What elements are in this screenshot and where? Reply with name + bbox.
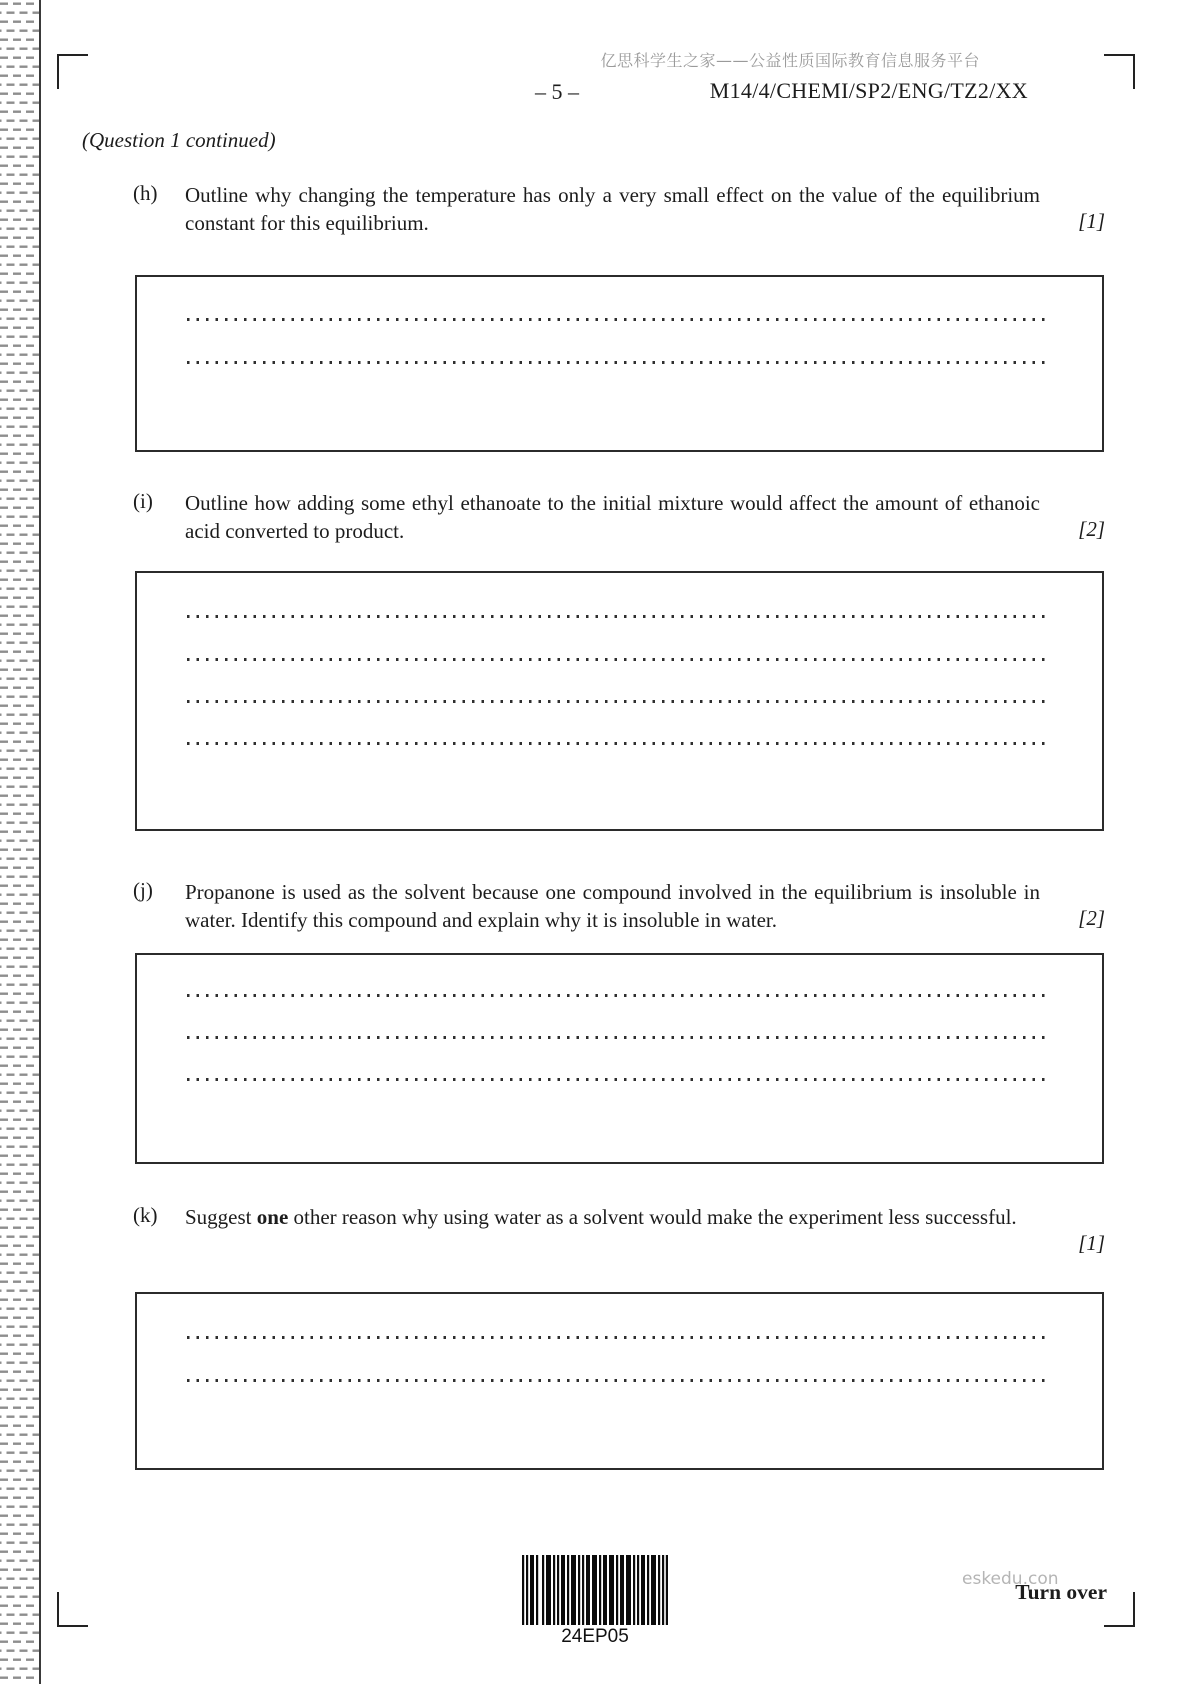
- footer-watermark: eskedu.con: [962, 1569, 1059, 1589]
- question-i-text: Outline how adding some ethyl ethanoate to the initial mixture would affect the amount of ethanoic acid converted to product.: [185, 491, 1040, 543]
- paper-code: M14/4/CHEMI/SP2/ENG/TZ2/XX: [709, 78, 1028, 103]
- answer-dotted-line: [187, 994, 1045, 997]
- crop-mark-top-right-icon: [1104, 54, 1135, 89]
- answer-box-h: [135, 275, 1104, 452]
- question-k-text-suffix: other reason why using water as a solvent would make the experiment less successful.: [288, 1205, 1017, 1229]
- question-j: [133, 878, 1105, 934]
- question-k-text-bold: one: [256, 1205, 289, 1229]
- question-i: [133, 489, 1105, 545]
- question-continued-note: (Question 1 continued): [82, 128, 276, 152]
- answer-dotted-line: [187, 1036, 1045, 1039]
- answer-box-i: [135, 571, 1104, 831]
- question-k-text-prefix: Suggest: [185, 1205, 257, 1229]
- answer-dotted-line: [187, 700, 1045, 703]
- question-j-marks: [2]: [1078, 906, 1105, 930]
- answer-dotted-line: [187, 615, 1045, 618]
- question-h: [133, 181, 1105, 237]
- binding-strip-pattern: [0, 0, 41, 1684]
- answer-dotted-line: [187, 1379, 1045, 1382]
- question-j-text: Propanone is used as the solvent because one compound involved in the equilibrium is insoluble in water. Identify this compound and explain why it is insoluble in water.: [185, 880, 1040, 932]
- answer-dotted-line: [187, 1336, 1045, 1339]
- site-watermark: 亿思科学生之家——公益性质国际教育信息服务平台: [600, 51, 980, 70]
- answer-dotted-line: [187, 742, 1045, 745]
- answer-dotted-line: [187, 658, 1045, 661]
- question-k-text: [185, 1203, 1040, 1231]
- barcode-icon: [522, 1555, 668, 1625]
- answer-dotted-line: [187, 361, 1045, 364]
- answer-dotted-line: [187, 318, 1045, 321]
- question-i-marks: [2]: [1078, 517, 1105, 541]
- answer-dotted-line: [187, 1078, 1045, 1081]
- barcode-label: 24EP05: [561, 1626, 629, 1647]
- question-k: [133, 1203, 1105, 1255]
- question-i-label: (i): [133, 489, 153, 513]
- crop-mark-top-left-icon: [57, 54, 88, 89]
- crop-mark-bottom-right-icon: [1104, 1592, 1135, 1627]
- answer-box-k: [135, 1292, 1104, 1470]
- question-h-label: (h): [133, 181, 158, 205]
- page-number: – 5 –: [535, 79, 579, 104]
- turn-over-label: Turn over: [1015, 1580, 1107, 1604]
- question-j-label: (j): [133, 878, 153, 902]
- question-h-text: Outline why changing the temperature has only a very small effect on the value of the equilibrium constant for this equilibrium.: [185, 183, 1040, 235]
- question-k-label: (k): [133, 1203, 158, 1227]
- crop-mark-bottom-left-icon: [57, 1592, 88, 1627]
- question-h-marks: [1]: [1078, 209, 1105, 233]
- question-k-marks: [1]: [1078, 1231, 1105, 1255]
- answer-box-j: [135, 953, 1104, 1164]
